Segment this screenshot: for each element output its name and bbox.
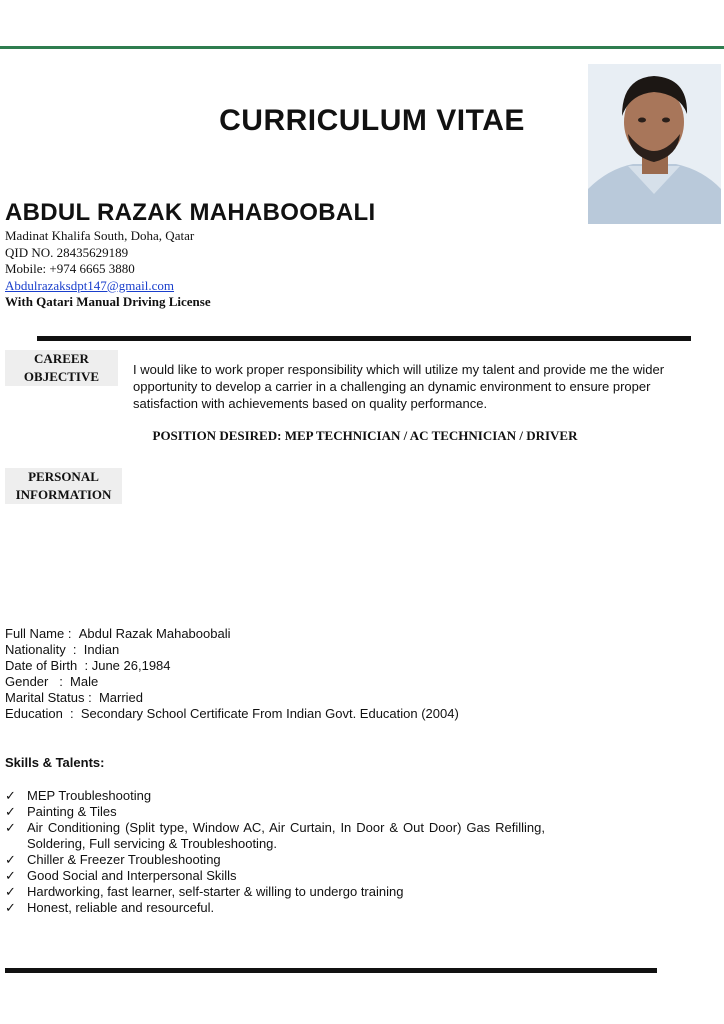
document-title: CURRICULUM VITAE: [219, 104, 525, 137]
info-row: Full Name : Abdul Razak Mahaboobali: [5, 626, 231, 641]
check-icon: ✓: [5, 804, 16, 819]
list-item: ✓ MEP Troubleshooting: [5, 788, 152, 803]
list-item: ✓ Good Social and Interpersonal Skills: [5, 868, 237, 883]
position-desired: POSITION DESIRED: MEP TECHNICIAN / AC TECHNICIAN / DRIVER: [152, 428, 578, 443]
personal-information-list: [5, 626, 459, 722]
info-row: Gender : Male: [5, 674, 99, 689]
top-divider: [0, 46, 724, 49]
check-icon: ✓: [5, 788, 16, 803]
list-item: ✓ Air Conditioning (Split type, Window AC, Air Curtain, In Door & Out Door) Gas Refilling, Soldering, Full servicing & Troubleshooting.: [5, 820, 545, 851]
list-item: ✓ Painting & Tiles: [5, 804, 117, 819]
address: Madinat Khalifa South, Doha, Qatar: [5, 228, 195, 243]
mobile-number: Mobile: +974 6665 3880: [5, 261, 135, 276]
email-link[interactable]: Abdulrazaksdpt147@gmail.com: [5, 277, 175, 293]
driving-license: With Qatari Manual Driving License: [5, 294, 211, 309]
list-item: ✓ Hardworking, fast learner, self-starter & willing to undergo training: [5, 884, 404, 899]
info-row: Nationality : Indian: [5, 642, 120, 657]
skills-list: [5, 788, 545, 916]
check-icon: ✓: [5, 852, 16, 867]
profile-photo: [588, 64, 721, 224]
career-objective-label: CAREER OBJECTIVE: [5, 350, 118, 386]
section-divider: [37, 336, 691, 341]
personal-information-label: PERSONAL INFORMATION: [5, 468, 122, 504]
bottom-divider: [5, 968, 657, 973]
career-objective-text: I would like to work proper responsibility which will utilize my talent and provide me the wider opportunity to develop a carrier in a challenging an dynamic environment to ensure proper satisfaction with achievements based on quality performance.: [133, 362, 665, 411]
qid-number: QID NO. 28435629189: [5, 244, 129, 260]
check-icon: ✓: [5, 868, 16, 883]
info-row: Education : Secondary School Certificate From Indian Govt. Education (2004): [5, 706, 459, 721]
info-row: Date of Birth : June 26,1984: [5, 658, 171, 673]
check-icon: ✓: [5, 884, 16, 899]
list-item: ✓ Chiller & Freezer Troubleshooting: [5, 852, 221, 867]
info-row: Marital Status : Married: [5, 690, 144, 705]
check-icon: ✓: [5, 820, 16, 835]
contact-block: [5, 228, 211, 311]
check-icon: ✓: [5, 900, 16, 915]
candidate-name: ABDUL RAZAK MAHABOOBALI: [5, 199, 376, 226]
skills-heading: Skills & Talents:: [5, 755, 105, 770]
list-item: ✓ Honest, reliable and resourceful.: [5, 900, 215, 915]
